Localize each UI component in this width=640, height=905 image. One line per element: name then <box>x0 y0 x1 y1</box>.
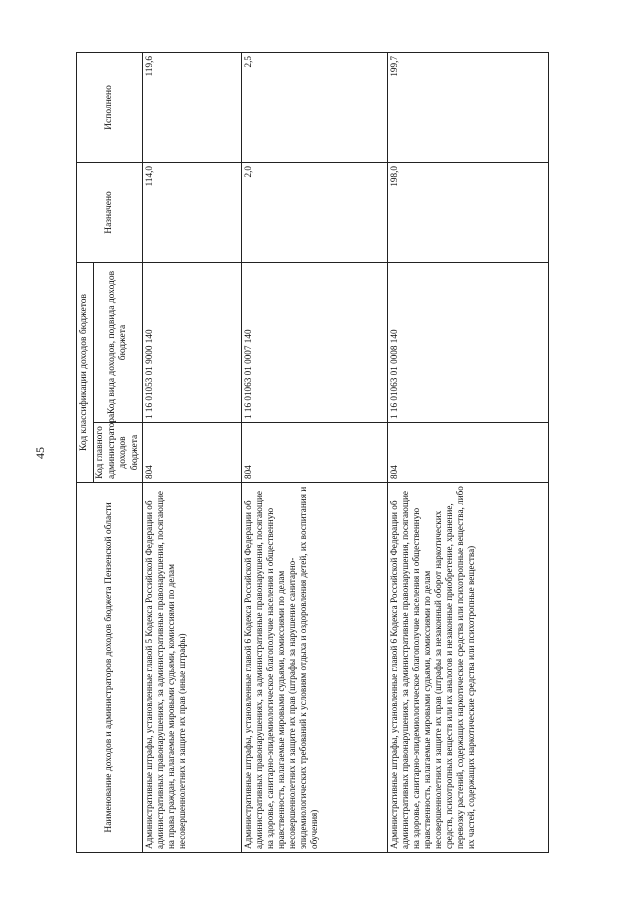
row-executed-cell: 119,6 <box>143 52 242 162</box>
row-assigned-cell: 198,0 <box>388 162 549 262</box>
row-admin-code-cell: 804 <box>242 423 388 483</box>
row-income-code-cell: 1 16 01063 01 0008 140 <box>388 262 549 422</box>
header-assigned: Назначено <box>77 162 143 262</box>
row-executed-cell: 2,5 <box>242 52 388 162</box>
page-number: 45 <box>33 447 47 459</box>
table-row <box>143 52 242 852</box>
table-row <box>242 52 388 852</box>
row-executed-cell: 199,7 <box>388 52 549 162</box>
row-admin-code-cell: 804 <box>388 423 549 483</box>
row-assigned-cell: 2,0 <box>242 162 388 262</box>
row-income-code-cell: 1 16 01053 01 9000 140 <box>143 262 242 422</box>
row-admin-code-cell: 804 <box>143 423 242 483</box>
row-name-cell: Административные штрафы, установленные главой 6 Кодекса Российской Федерации об административных правонарушениях, за административные правонарушения, посягающие на здоровье, санитарно-эпидемиологическое благополучие населения и общественную нравственность, налагаемые мировыми судьями, комиссиями по делам несовершеннолетних и защите их прав (штрафы за нарушение санитарно-эпидемиологических требований к условиям отдыха и оздоровления детей, их воспитания и обучения) <box>242 483 388 853</box>
row-income-code-cell: 1 16 01063 01 0007 140 <box>242 262 388 422</box>
table-row <box>388 52 549 852</box>
header-executed: Исполнено <box>77 52 143 162</box>
row-name-cell: Административные штрафы, установленные главой 6 Кодекса Российской Федерации об административных правонарушениях, за административные правонарушения, посягающие на здоровье, санитарно-эпидемиологическое благополучие населения и общественную нравственность, налагаемые мировыми судьями, комиссиями по делам несовершеннолетних и защите их прав (штрафы за незаконный оборот наркотических средств, психотропных веществ или их аналогов и незаконные приобретение, хранение, перевозку растений, содержащих наркотические средства или психотропные вещества, либо их частей, содержащих наркотические средства или психотропные вещества) <box>388 483 549 853</box>
header-income-code: Код вида доходов, подвида доходов бюджета <box>94 262 143 422</box>
header-admin-code: Код главного администратора доходов бюджета <box>94 423 143 483</box>
row-name-cell: Административные штрафы, установленные главой 5 Кодекса Российской Федерации об административных правонарушениях, за административные правонарушения, посягающие на права граждан, налагаемые мировыми судьями, комиссиями по делам несовершеннолетних и защите их прав (иные штрафы) <box>143 483 242 853</box>
income-table <box>76 52 549 853</box>
row-assigned-cell: 114,0 <box>143 162 242 262</box>
rotated-table-frame <box>76 53 546 853</box>
header-classification-group: Код классификации доходов бюджетов <box>77 262 94 482</box>
header-name: Наименование доходов и администраторов доходов бюджета Пензенской области <box>77 483 143 853</box>
